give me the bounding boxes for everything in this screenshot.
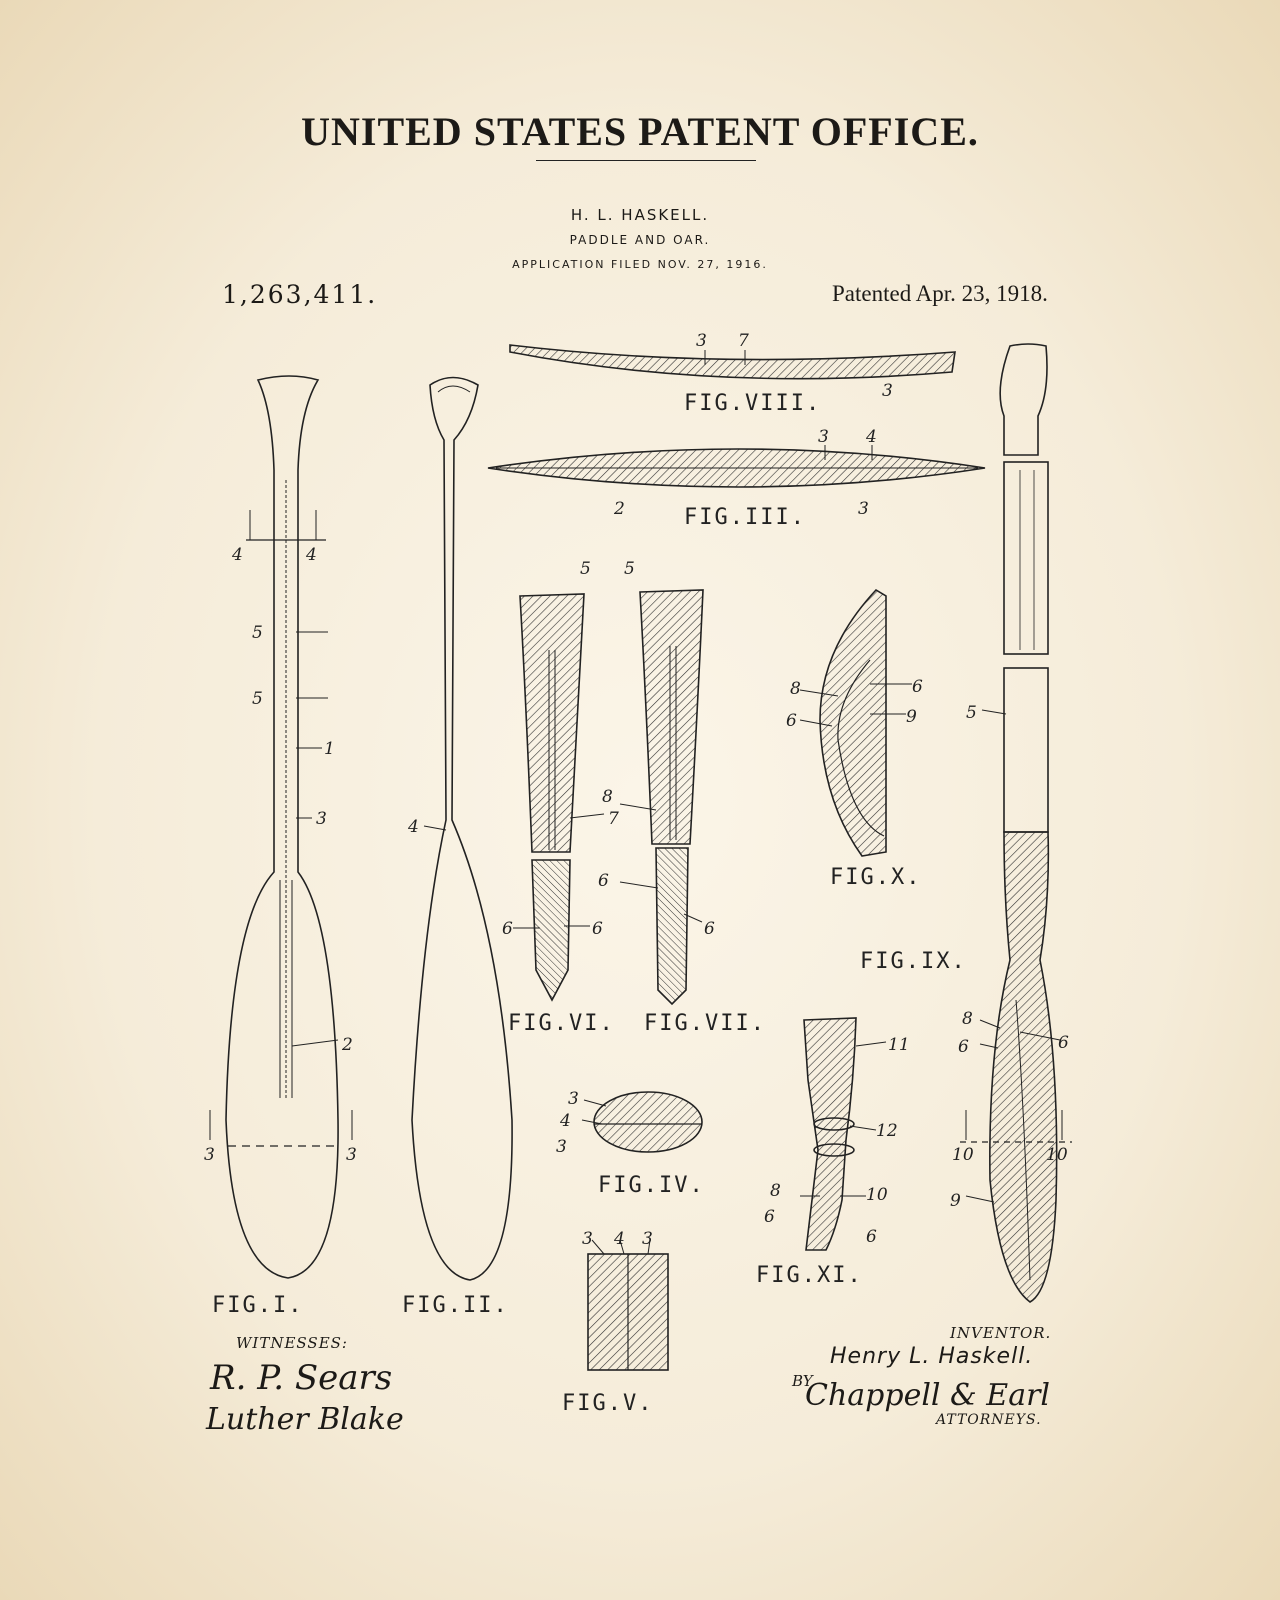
ref-8-fig11: 8 [770, 1181, 781, 1201]
fig3-label: FIG.III. [684, 505, 806, 530]
witnesses-label: WITNESSES: [236, 1334, 348, 1352]
ref-10-left: 10 [952, 1145, 974, 1165]
ref-7-fig6: 7 [608, 809, 619, 829]
ref-6-fig10a: 6 [786, 711, 797, 731]
fig8-label: FIG.VIII. [684, 391, 822, 416]
ref-9-fig10: 9 [906, 707, 917, 727]
ref-6-fig6b: 6 [592, 919, 603, 939]
fig6-label: FIG.VI. [508, 1011, 615, 1036]
ref-5-fig6: 5 [580, 559, 591, 579]
ref-6-fig7b: 6 [704, 919, 715, 939]
patent-number: 1,263,411. [222, 280, 378, 309]
fig4-label: FIG.IV. [598, 1173, 705, 1198]
ref-4-fig2: 4 [408, 817, 419, 837]
fig10-section-drawing [800, 590, 912, 856]
ref-6-fig9a: 6 [958, 1037, 969, 1057]
ref-4-left: 4 [232, 545, 243, 565]
fig6-drawing [513, 594, 604, 1000]
ref-3-fig8b: 3 [882, 381, 893, 401]
patent-date: Patented Apr. 23, 1918. [832, 281, 1048, 306]
fig4-section-drawing [582, 1092, 702, 1152]
ref-6-fig6a: 6 [502, 919, 513, 939]
invention-title: PADDLE AND OAR. [569, 233, 711, 247]
ref-6-fig11b: 6 [866, 1227, 877, 1247]
ref-1: 1 [324, 739, 335, 759]
fig11-drawing [800, 1018, 886, 1250]
ref-3-right: 3 [346, 1145, 357, 1165]
ref-6-fig11a: 6 [764, 1207, 775, 1227]
office-title: UNITED STATES PATENT OFFICE. [301, 109, 979, 154]
application-filed: APPLICATION FILED NOV. 27, 1916. [512, 258, 768, 271]
fig11-label: FIG.XI. [756, 1263, 863, 1288]
ref-3-fig4a: 3 [568, 1089, 579, 1109]
ref-3-fig5a: 3 [582, 1229, 593, 1249]
ref-5-fig7: 5 [624, 559, 635, 579]
ref-3-fig3: 3 [818, 427, 829, 447]
fig7-label: FIG.VII. [644, 1011, 766, 1036]
ref-2-fig3: 2 [614, 499, 625, 519]
witness-signature-2: Luther Blake [206, 1402, 404, 1437]
ref-4-fig4: 4 [560, 1111, 571, 1131]
fig2-label: FIG.II. [402, 1293, 509, 1318]
ref-5b: 5 [252, 689, 263, 709]
fig1-label: FIG.I. [212, 1293, 304, 1318]
fig2-paddle-drawing [412, 378, 512, 1281]
ref-6-fig9b: 6 [1058, 1033, 1069, 1053]
by-label: BY [792, 1372, 813, 1390]
inventor-header: H. L. HASKELL. [570, 206, 710, 224]
ref-4-fig3: 4 [866, 427, 877, 447]
ref-3-shaft: 3 [316, 809, 327, 829]
attorney-signature: Chappell & Earl [805, 1378, 1051, 1413]
fig8-section-drawing [510, 345, 955, 379]
ref-2-blade: 2 [342, 1035, 353, 1055]
ref-3-fig3b: 3 [858, 499, 869, 519]
ref-5-fig9: 5 [966, 703, 977, 723]
fig9-label: FIG.IX. [860, 949, 967, 974]
ref-6-fig7: 6 [598, 871, 609, 891]
ref-4-right: 4 [306, 545, 317, 565]
witness-signature-1: R. P. Sears [210, 1358, 393, 1398]
inventor-label: INVENTOR. [950, 1324, 1052, 1342]
ref-7-fig8: 7 [738, 331, 749, 351]
fig10-label: FIG.X. [830, 865, 922, 890]
attorneys-label: ATTORNEYS. [936, 1412, 1042, 1428]
fig5-label: FIG.V. [562, 1391, 654, 1416]
ref-12: 12 [876, 1121, 898, 1141]
fig7-drawing [620, 590, 703, 1004]
fig3-section-drawing [488, 445, 985, 487]
ref-6-fig10b: 6 [912, 677, 923, 697]
ref-10-right: 10 [1046, 1145, 1068, 1165]
ref-8-fig10: 8 [790, 679, 801, 699]
ref-5a: 5 [252, 623, 263, 643]
ref-8-fig9: 8 [962, 1009, 973, 1029]
inventor-name: Henry L. Haskell. [830, 1344, 1034, 1369]
ref-11: 11 [888, 1035, 910, 1055]
ref-10-fig11: 10 [866, 1185, 888, 1205]
ref-9-fig9: 9 [950, 1191, 961, 1211]
ref-8-fig7: 8 [602, 787, 613, 807]
ref-4-fig5: 4 [614, 1229, 625, 1249]
ref-3-left: 3 [204, 1145, 215, 1165]
ref-3-fig8: 3 [696, 331, 707, 351]
fig5-section-drawing [588, 1240, 668, 1370]
ref-3-fig4b: 3 [556, 1137, 567, 1157]
ref-3-fig5b: 3 [642, 1229, 653, 1249]
fig1-paddle-drawing [210, 376, 352, 1278]
